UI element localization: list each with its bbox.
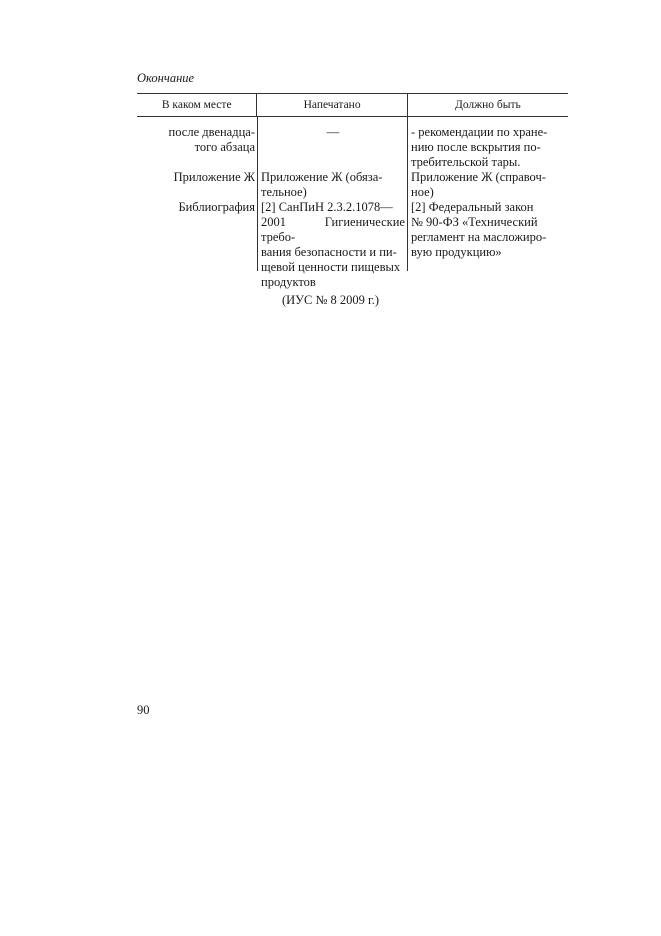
cell-should-1: - рекомендации по хране- нию после вскрытия по- требительской тары. [411, 125, 548, 169]
cell-place-2: Приложение Ж [173, 170, 255, 184]
column-place [137, 117, 257, 271]
header-place: В каком месте [161, 99, 232, 111]
cell-printed-1: — [326, 125, 340, 139]
page-number: 90 [137, 703, 150, 717]
cell-place-1: после двенадца- того абзаца [168, 125, 255, 154]
cell-should-3: [2] Федеральный закон № 90-ФЗ «Технический регламент на масложиро- вую продукцию» [411, 200, 547, 259]
table-caption: Окончание [137, 71, 195, 85]
cell-should-2: Приложение Ж (справоч- ное) [411, 170, 546, 199]
header-should-be: Должно быть [407, 94, 568, 116]
column-printed [257, 117, 407, 289]
cell-place-3: Библиография [178, 200, 255, 214]
source-reference: (ИУС № 8 2009 г.) [281, 293, 380, 307]
column-should-be [407, 117, 568, 271]
table-header [137, 94, 568, 117]
cell-printed-2: Приложение Ж (обяза- тельное) [261, 170, 383, 199]
table-body [137, 117, 568, 289]
errata-table [137, 93, 568, 289]
header-printed: Напечатано [256, 94, 406, 116]
cell-printed-3: [2] СанПиН 2.3.2.1078— 2001 Гигиенические требо- вания безопасности и пи- щевой ценности пищевых продуктов [261, 200, 405, 289]
